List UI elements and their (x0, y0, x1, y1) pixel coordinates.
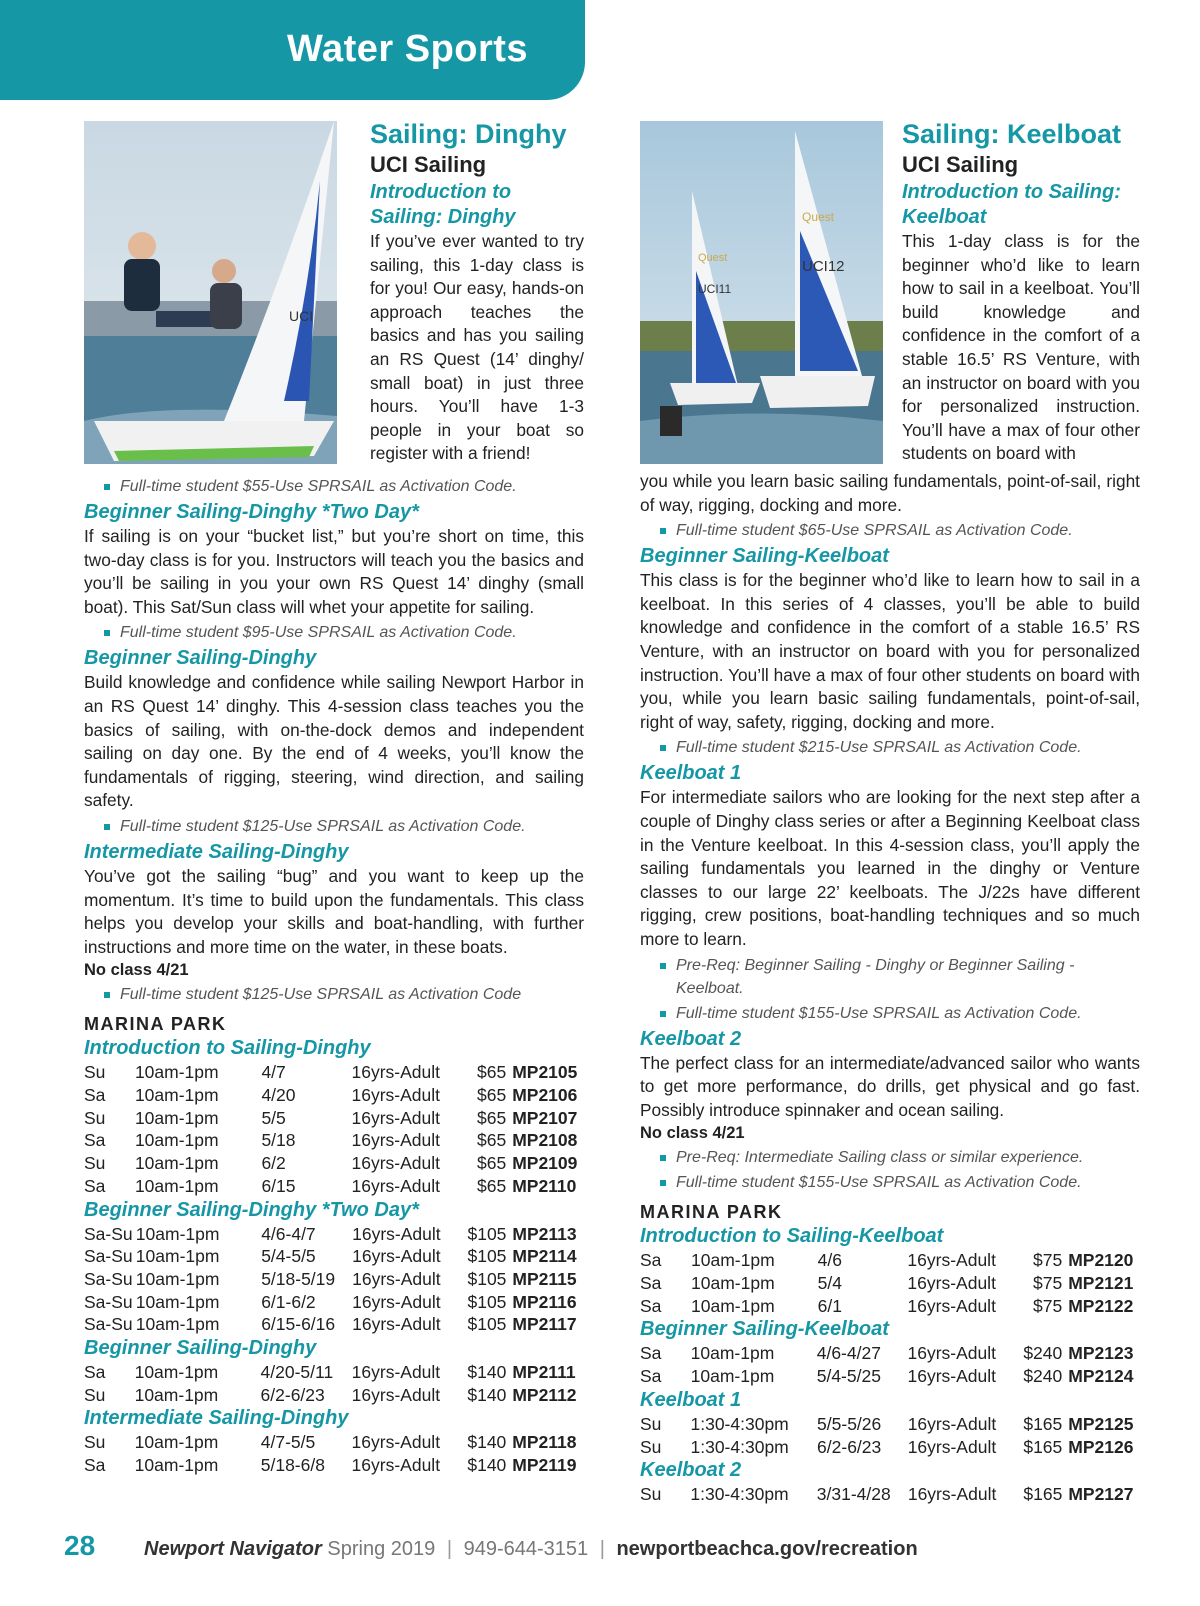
cell-ages: 16yrs-Adult (351, 1432, 441, 1453)
table-row (84, 1129, 584, 1152)
student-note: Full-time student $155-Use SPRSAIL as Activation Code. (660, 1002, 1140, 1025)
class-title: Intermediate Sailing-Dinghy (84, 840, 349, 863)
cell-fee: $65 (476, 1175, 507, 1196)
cell-fee: $105 (467, 1246, 507, 1267)
table-row (84, 1084, 584, 1107)
student-note: Full-time student $65-Use SPRSAIL as Activation Code. (660, 519, 1140, 542)
schedule-table (640, 1342, 1140, 1387)
student-note: Full-time student $125-Use SPRSAIL as Activation Code. (104, 815, 584, 838)
schedule-list (84, 1036, 584, 1477)
keelboat-sail-mark-a: UCI11 (698, 282, 732, 296)
cell-ages: 16yrs-Adult (351, 1153, 440, 1174)
cell-day: Su (84, 1384, 106, 1405)
cell-code[interactable]: MP2118 (512, 1432, 577, 1453)
section-header-title: Water Sports (287, 28, 529, 70)
class-title: Beginner Sailing-Dinghy (84, 647, 317, 670)
class-description-continued: you while you learn basic sailing fundamentals, point-of-sail, right of way, rigging, docking and more. (640, 471, 1140, 515)
cell-fee: $75 (1032, 1295, 1063, 1316)
cell-fee: $105 (467, 1291, 507, 1312)
cell-ages: 16yrs-Adult (352, 1291, 441, 1312)
class-description: Build knowledge and confidence while sailing Newport Harbor in an RS Quest 14’ dinghy. This 4-session class teaches you the basics of sailing, with on-the-dock demos and independent sailing on day one. By the end of 4 weeks, you’ll know the fundamentals of rigging, steering, wind direction, and sailing safety. (84, 672, 584, 811)
cell-fee: $165 (1023, 1436, 1063, 1457)
cell-time: 1:30-4:30pm (690, 1413, 789, 1434)
schedule-table (84, 1223, 584, 1337)
cell-ages: 16yrs-Adult (351, 1362, 441, 1383)
cell-code[interactable]: MP2127 (1068, 1484, 1134, 1505)
cell-time: 10am-1pm (135, 1314, 220, 1335)
cell-code[interactable]: MP2117 (512, 1314, 577, 1335)
table-row (84, 1107, 584, 1130)
table-row (640, 1365, 1140, 1388)
cell-dates: 3/31-4/28 (816, 1484, 891, 1505)
cell-dates: 5/4-5/5 (261, 1246, 316, 1267)
cell-time: 10am-1pm (134, 1384, 219, 1405)
cell-fee: $240 (1023, 1343, 1063, 1364)
cell-time: 10am-1pm (135, 1268, 220, 1289)
cell-time: 1:30-4:30pm (690, 1484, 789, 1505)
cell-day: Sa (84, 1085, 106, 1106)
cell-ages: 16yrs-Adult (907, 1250, 996, 1271)
keelboat-brand-a: Quest (698, 252, 728, 264)
cell-dates: 6/1 (817, 1295, 842, 1316)
cell-code[interactable]: MP2110 (512, 1175, 577, 1196)
cell-dates: 5/4 (817, 1272, 842, 1293)
cell-day: Su (84, 1107, 106, 1128)
no-class-notice: No class 4/21 (84, 961, 189, 980)
prereq-note: Pre-Req: Beginner Sailing - Dinghy or Beginner Sailing - Keelboat. (660, 954, 1140, 1000)
section-header-banner (0, 0, 585, 100)
student-note: Full-time student $125-Use SPRSAIL as Activation Code (104, 983, 584, 1006)
table-row (640, 1272, 1140, 1295)
cell-fee: $165 (1023, 1413, 1063, 1434)
cell-dates: 5/18 (261, 1130, 296, 1151)
table-row (84, 1223, 584, 1246)
table-row (84, 1454, 584, 1477)
cell-ages: 16yrs-Adult (352, 1246, 441, 1267)
keelboat-sail-mark-b: UCI12 (802, 258, 845, 275)
cell-fee: $65 (476, 1130, 507, 1151)
cell-ages: 16yrs-Adult (351, 1175, 440, 1196)
cell-fee: $65 (476, 1153, 507, 1174)
cell-ages: 16yrs-Adult (351, 1107, 440, 1128)
section-title-dinghy: Sailing: Dinghy (370, 119, 567, 149)
cell-ages: 16yrs-Adult (907, 1272, 996, 1293)
cell-fee: $75 (1032, 1272, 1063, 1293)
schedule-title: Keelboat 2 (640, 1459, 742, 1482)
publication-name: Newport Navigator (144, 1538, 322, 1560)
cell-ages: 16yrs-Adult (352, 1268, 441, 1289)
no-class-notice: No class 4/21 (640, 1124, 745, 1143)
cell-code[interactable]: MP2107 (512, 1107, 578, 1128)
cell-day: Sa (84, 1362, 106, 1383)
website-link[interactable]: newportbeachca.gov/recreation (616, 1538, 918, 1560)
dinghy-column (84, 473, 584, 1477)
cell-dates: 4/7-5/5 (260, 1432, 316, 1453)
schedule-table (640, 1249, 1140, 1317)
table-row (84, 1431, 584, 1454)
cell-day: Sa (640, 1343, 662, 1364)
cell-dates: 6/15-6/16 (261, 1314, 336, 1335)
cell-dates: 4/6-4/27 (816, 1343, 881, 1364)
schedule-title: Introduction to Sailing-Keelboat (640, 1225, 944, 1248)
phone-number: 949-644-3151 (463, 1538, 589, 1560)
cell-fee: $140 (467, 1455, 507, 1476)
cell-code[interactable]: MP2115 (512, 1268, 577, 1289)
cell-code[interactable]: MP2116 (512, 1291, 577, 1312)
table-row (640, 1436, 1140, 1459)
cell-time: 10am-1pm (134, 1085, 219, 1106)
cell-time: 10am-1pm (134, 1432, 219, 1453)
cell-day: Su (640, 1436, 662, 1457)
table-row (640, 1413, 1140, 1436)
table-row (84, 1361, 584, 1384)
table-row (640, 1249, 1140, 1272)
student-note: Full-time student $215-Use SPRSAIL as Activation Code. (660, 736, 1140, 759)
cell-time: 10am-1pm (135, 1223, 220, 1244)
cell-dates: 5/5 (261, 1107, 286, 1128)
schedule-title: Beginner Sailing-Dinghy *Two Day* (84, 1198, 419, 1221)
cell-code[interactable]: MP2105 (512, 1062, 578, 1083)
season-label: Spring 2019 (327, 1538, 436, 1560)
keelboat-brand-b: Quest (802, 210, 835, 224)
cell-ages: 16yrs-Adult (907, 1484, 997, 1505)
cell-ages: 16yrs-Adult (907, 1295, 996, 1316)
cell-time: 10am-1pm (134, 1153, 219, 1174)
class-title: Keelboat 1 (640, 762, 742, 785)
org-name: UCI Sailing (902, 152, 1019, 177)
table-row (640, 1483, 1140, 1506)
class-title: Introduction to Sailing: Keelboat (902, 181, 1121, 228)
cell-day: Sa (84, 1175, 106, 1196)
cell-dates: 6/2 (261, 1153, 286, 1174)
cell-dates: 4/7 (261, 1062, 286, 1083)
cell-day: Sa (640, 1366, 662, 1387)
schedule-table (84, 1431, 584, 1476)
dinghy-sail-mark: UCI (289, 308, 314, 324)
table-row (84, 1313, 584, 1336)
keelboat-column (640, 470, 1140, 1506)
cell-time: 10am-1pm (691, 1272, 775, 1293)
class-description: If you’ve ever wanted to try sailing, this 1-day class is for you! Our easy, hands-on approach teaches the basics and has you sailing an RS Quest (14’ dinghy/ small boat) in just three hours. You’ll have 1-3 people in your boat so register with a friend! (370, 231, 584, 464)
class-description: You’ve got the sailing “bug” and you want to keep up the momentum. It’s time to build upon the fundamentals. This class helps you develop your skills and boat-handling, with further instructions and more time on the water, in these boats. (84, 865, 584, 957)
schedule-table (84, 1061, 584, 1197)
cell-fee: $105 (467, 1268, 507, 1289)
cell-day: Su (640, 1413, 662, 1434)
student-note: Full-time student $95-Use SPRSAIL as Activation Code. (104, 621, 584, 644)
cell-day: Sa-Su (84, 1291, 133, 1312)
dinghy-sailing-photo (84, 121, 337, 464)
cell-dates: 4/6 (817, 1250, 842, 1271)
cell-fee: $65 (476, 1085, 507, 1106)
cell-fee: $165 (1023, 1484, 1063, 1505)
cell-fee: $140 (467, 1432, 507, 1453)
cell-code[interactable]: MP2108 (512, 1130, 578, 1151)
footer-separator: | (599, 1538, 605, 1560)
table-row (84, 1061, 584, 1084)
cell-time: 10am-1pm (691, 1295, 775, 1316)
cell-code[interactable]: MP2125 (1068, 1413, 1134, 1434)
location-label: MARINA PARK (640, 1202, 783, 1223)
cell-time: 10am-1pm (135, 1291, 220, 1312)
cell-ages: 16yrs-Adult (352, 1314, 441, 1335)
cell-ages: 16yrs-Adult (351, 1455, 441, 1476)
cell-day: Sa-Su (84, 1314, 133, 1335)
schedule-title: Keelboat 1 (640, 1388, 742, 1411)
page-footer (64, 1530, 1164, 1574)
table-row (84, 1152, 584, 1175)
cell-ages: 16yrs-Adult (907, 1436, 997, 1457)
cell-ages: 16yrs-Adult (352, 1223, 441, 1244)
cell-code[interactable]: MP2120 (1068, 1250, 1134, 1271)
footer-separator: | (446, 1538, 453, 1560)
cell-day: Sa (84, 1130, 106, 1151)
class-title: Beginner Sailing-Keelboat (640, 545, 889, 568)
cell-code[interactable]: MP2123 (1068, 1343, 1134, 1364)
cell-dates: 4/20 (261, 1085, 296, 1106)
table-row (84, 1175, 584, 1198)
student-note: Full-time student $155-Use SPRSAIL as Activation Code. (660, 1171, 1140, 1194)
cell-code[interactable]: MP2119 (512, 1455, 577, 1476)
cell-day: Sa-Su (84, 1246, 133, 1267)
cell-day: Sa-Su (84, 1223, 133, 1244)
cell-time: 10am-1pm (134, 1107, 219, 1128)
schedule-list (640, 1224, 1140, 1506)
page-number: 28 (64, 1530, 96, 1561)
cell-fee: $75 (1032, 1250, 1063, 1271)
schedule-title: Intermediate Sailing-Dinghy (84, 1407, 349, 1430)
student-note: Full-time student $55-Use SPRSAIL as Activation Code. (104, 475, 584, 498)
class-title: Keelboat 2 (640, 1027, 742, 1050)
cell-code[interactable]: MP2114 (512, 1246, 577, 1267)
cell-ages: 16yrs-Adult (907, 1343, 997, 1364)
cell-day: Sa (84, 1455, 106, 1476)
cell-day: Sa (640, 1272, 662, 1293)
cell-time: 10am-1pm (690, 1366, 775, 1387)
cell-time: 1:30-4:30pm (690, 1436, 789, 1457)
cell-fee: $105 (467, 1314, 507, 1335)
cell-code[interactable]: MP2126 (1068, 1436, 1134, 1457)
table-row (84, 1384, 584, 1407)
cell-time: 10am-1pm (690, 1343, 775, 1364)
cell-fee: $105 (467, 1223, 507, 1244)
dinghy-intro-block (370, 118, 584, 466)
cell-code[interactable]: MP2122 (1068, 1295, 1134, 1316)
class-description: The perfect class for an intermediate/advanced sailor who wants to get more performance, do drills, get physical and go fast. Possibly introduce spinnaker and ocean sailing. (640, 1052, 1140, 1120)
cell-day: Su (84, 1432, 106, 1453)
keelboat-intro-block (902, 118, 1140, 466)
schedule-table (640, 1483, 1140, 1506)
cell-time: 10am-1pm (134, 1175, 219, 1196)
cell-ages: 16yrs-Adult (907, 1366, 997, 1387)
cell-fee: $65 (476, 1107, 507, 1128)
cell-code[interactable]: MP2109 (512, 1153, 578, 1174)
cell-ages: 16yrs-Adult (351, 1130, 440, 1151)
prereq-note: Pre-Req: Intermediate Sailing class or similar experience. (660, 1146, 1140, 1169)
cell-dates: 4/6-4/7 (261, 1223, 316, 1244)
cell-fee: $65 (476, 1062, 507, 1083)
table-row (84, 1291, 584, 1314)
cell-code[interactable]: MP2112 (512, 1384, 577, 1405)
cell-day: Sa (640, 1295, 662, 1316)
cell-code[interactable]: MP2121 (1068, 1272, 1134, 1293)
cell-dates: 6/2-6/23 (260, 1384, 325, 1405)
section-title-keelboat: Sailing: Keelboat (902, 119, 1122, 149)
table-row (640, 1295, 1140, 1318)
cell-dates: 6/2-6/23 (817, 1436, 882, 1457)
class-description: This 1-day class is for the beginner who’d like to learn how to sail in a keelboat. You’ll build knowledge and confidence in the comfort of a stable 16.5’ RS Venture, with an instructor on board with you for personalized instruction. You’ll have a max of four other students on board with (902, 231, 1140, 464)
schedule-title: Beginner Sailing-Keelboat (640, 1318, 889, 1341)
cell-ages: 16yrs-Adult (907, 1413, 997, 1434)
cell-time: 10am-1pm (134, 1130, 219, 1151)
cell-time: 10am-1pm (134, 1455, 219, 1476)
cell-day: Su (640, 1484, 662, 1505)
location-label: MARINA PARK (84, 1014, 227, 1035)
footer-info (144, 1538, 918, 1561)
class-title: Beginner Sailing-Dinghy *Two Day* (84, 501, 419, 523)
class-title: Introduction to Sailing: Dinghy (370, 181, 516, 228)
schedule-table (84, 1361, 584, 1406)
cell-day: Sa-Su (84, 1268, 133, 1289)
class-description: For intermediate sailors who are looking for the next step after a couple of Dinghy class series or after a Beginning Keelboat class in the Venture keelboat. In this 4-session class, you’ll apply the sailing fundamentals you learned in the dinghy or Venture classes to our large 22’ keelboats. The J/22s have different rigging, crew positions, boat-handling techniques and so much more to learn. (640, 787, 1140, 949)
table-row (84, 1245, 584, 1268)
cell-day: Sa (640, 1250, 662, 1271)
table-row (84, 1268, 584, 1291)
keelboat-sailing-photo (640, 121, 883, 464)
cell-dates: 5/18-6/8 (260, 1455, 325, 1476)
cell-time: 10am-1pm (134, 1362, 219, 1383)
cell-dates: 4/20-5/11 (260, 1362, 334, 1383)
cell-ages: 16yrs-Adult (351, 1384, 441, 1405)
cell-code[interactable]: MP2124 (1068, 1366, 1134, 1387)
cell-fee: $140 (467, 1362, 507, 1383)
cell-ages: 16yrs-Adult (351, 1062, 440, 1083)
cell-time: 10am-1pm (134, 1062, 219, 1083)
cell-code[interactable]: MP2113 (512, 1223, 577, 1244)
schedule-title: Introduction to Sailing-Dinghy (84, 1037, 371, 1060)
cell-fee: $140 (467, 1384, 507, 1405)
cell-fee: $240 (1023, 1366, 1063, 1387)
cell-code[interactable]: MP2106 (512, 1085, 578, 1106)
cell-dates: 5/4-5/25 (816, 1366, 881, 1387)
schedule-table (640, 1413, 1140, 1458)
class-description: If sailing is on your “bucket list,” but you’re short on time, this two-day class is for you. Instructors will teach you the basics and you’ll be sailing in you your own RS Quest 14’ dinghy (small boat). This Sat/Sun class will whet your appetite for sailing. (84, 526, 584, 617)
table-row (640, 1342, 1140, 1365)
cell-dates: 5/18-5/19 (261, 1268, 336, 1289)
cell-day: Su (84, 1062, 106, 1083)
schedule-title: Beginner Sailing-Dinghy (84, 1337, 317, 1360)
cell-day: Su (84, 1153, 106, 1174)
cell-code[interactable]: MP2111 (512, 1362, 576, 1383)
cell-time: 10am-1pm (135, 1246, 220, 1267)
class-description: This class is for the beginner who’d like to learn how to sail in a keelboat. In this series of 4 classes, you’ll be able to build knowledge and confidence in the comfort of a stable 16.5’ RS Venture, with an instructor on board with you for personalized instruction. You’ll have a max of four other students on board with you, while you learn basic sailing fundamentals, point-of-sail, right of way, safety, rigging, docking and more. (640, 570, 1140, 732)
cell-dates: 6/15 (261, 1175, 296, 1196)
org-name: UCI Sailing (370, 152, 487, 177)
cell-time: 10am-1pm (691, 1250, 775, 1271)
cell-dates: 6/1-6/2 (261, 1291, 316, 1312)
cell-ages: 16yrs-Adult (351, 1085, 440, 1106)
cell-dates: 5/5-5/26 (817, 1413, 882, 1434)
